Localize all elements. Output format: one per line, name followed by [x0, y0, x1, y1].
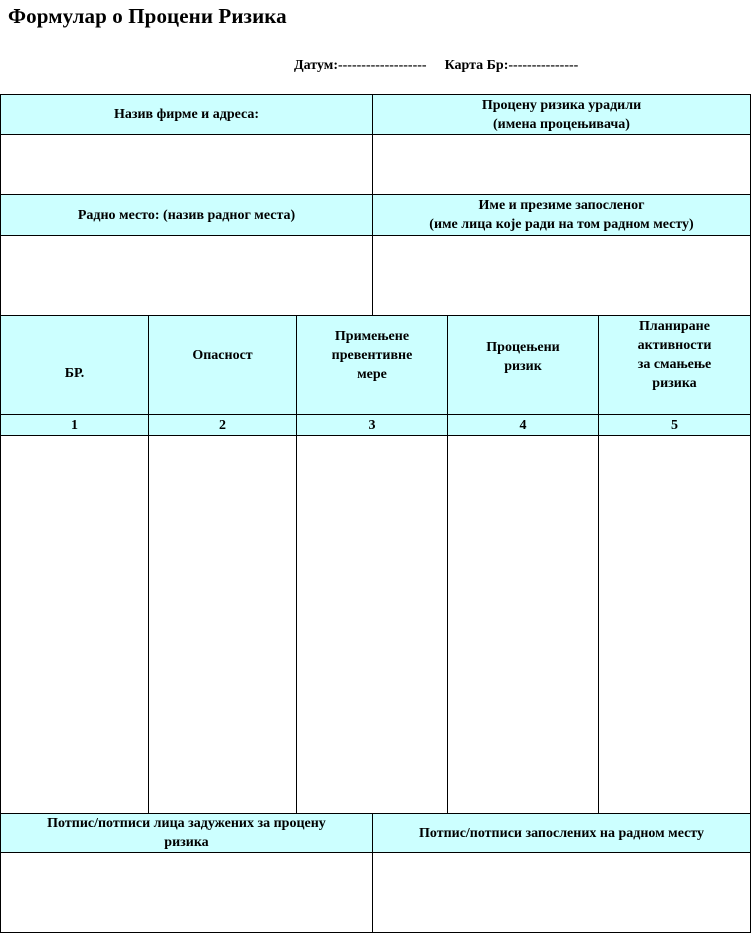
assessors-sublabel: (имена процењивача) — [493, 116, 630, 132]
col-number-2: 2 — [148, 414, 297, 436]
employee-label-cell — [372, 194, 751, 236]
employee-label: Име и презиме запосленог — [478, 198, 645, 213]
card-number-field[interactable]: Карта Бр:--------------- — [444, 58, 579, 73]
col-number-4: 4 — [447, 414, 599, 436]
col-header-number: БР. — [0, 315, 149, 415]
risk-assessment-form — [0, 94, 751, 933]
assessors-label-cell — [372, 94, 751, 135]
date-field[interactable]: Датум:------------------- — [294, 58, 427, 73]
workplace-label: Радно место: (назив радног места) — [77, 207, 296, 223]
assessors-label: Процену ризика урадили — [481, 97, 642, 113]
col-header-hazard: Опасност — [148, 315, 297, 415]
col-header-measures: Примењене превентивне мере — [296, 315, 448, 415]
workplace-input-cell[interactable] — [0, 235, 373, 316]
col-number-1: 1 — [0, 414, 149, 436]
body-cell-activities[interactable] — [598, 435, 751, 814]
employees-signature-label-cell — [372, 813, 751, 853]
assessors-signature-label-cell — [0, 813, 373, 853]
body-cell-number[interactable] — [0, 435, 149, 814]
assessors-signature-sublabel: ризика — [164, 835, 209, 850]
form-meta — [294, 58, 578, 74]
company-label-cell — [0, 94, 373, 135]
form-title: Формулар о Процени Ризика — [8, 4, 287, 28]
body-cell-measures[interactable] — [296, 435, 448, 814]
col-header-risk: Процењени ризик — [447, 315, 599, 415]
assessors-input-cell[interactable] — [372, 134, 751, 195]
employees-signature-label: Потпис/потписи запослених на радном месту — [418, 825, 704, 841]
employee-sublabel: (име лица које ради на том радном месту) — [429, 217, 694, 232]
col-number-3: 3 — [296, 414, 448, 436]
body-cell-hazard[interactable] — [148, 435, 297, 814]
employee-input-cell[interactable] — [372, 235, 751, 316]
company-input-cell[interactable] — [0, 134, 373, 195]
assessors-signature-label: Потпис/потписи лица задужених за процену — [47, 816, 326, 831]
col-header-activities: Планиране активности за смањење ризика — [598, 315, 751, 415]
company-label: Назив фирме и адреса: — [113, 107, 260, 122]
employees-signature-cell[interactable] — [372, 852, 751, 933]
assessors-signature-cell[interactable] — [0, 852, 373, 933]
body-cell-risk[interactable] — [447, 435, 599, 814]
col-number-5: 5 — [598, 414, 751, 436]
workplace-label-cell — [0, 194, 373, 236]
